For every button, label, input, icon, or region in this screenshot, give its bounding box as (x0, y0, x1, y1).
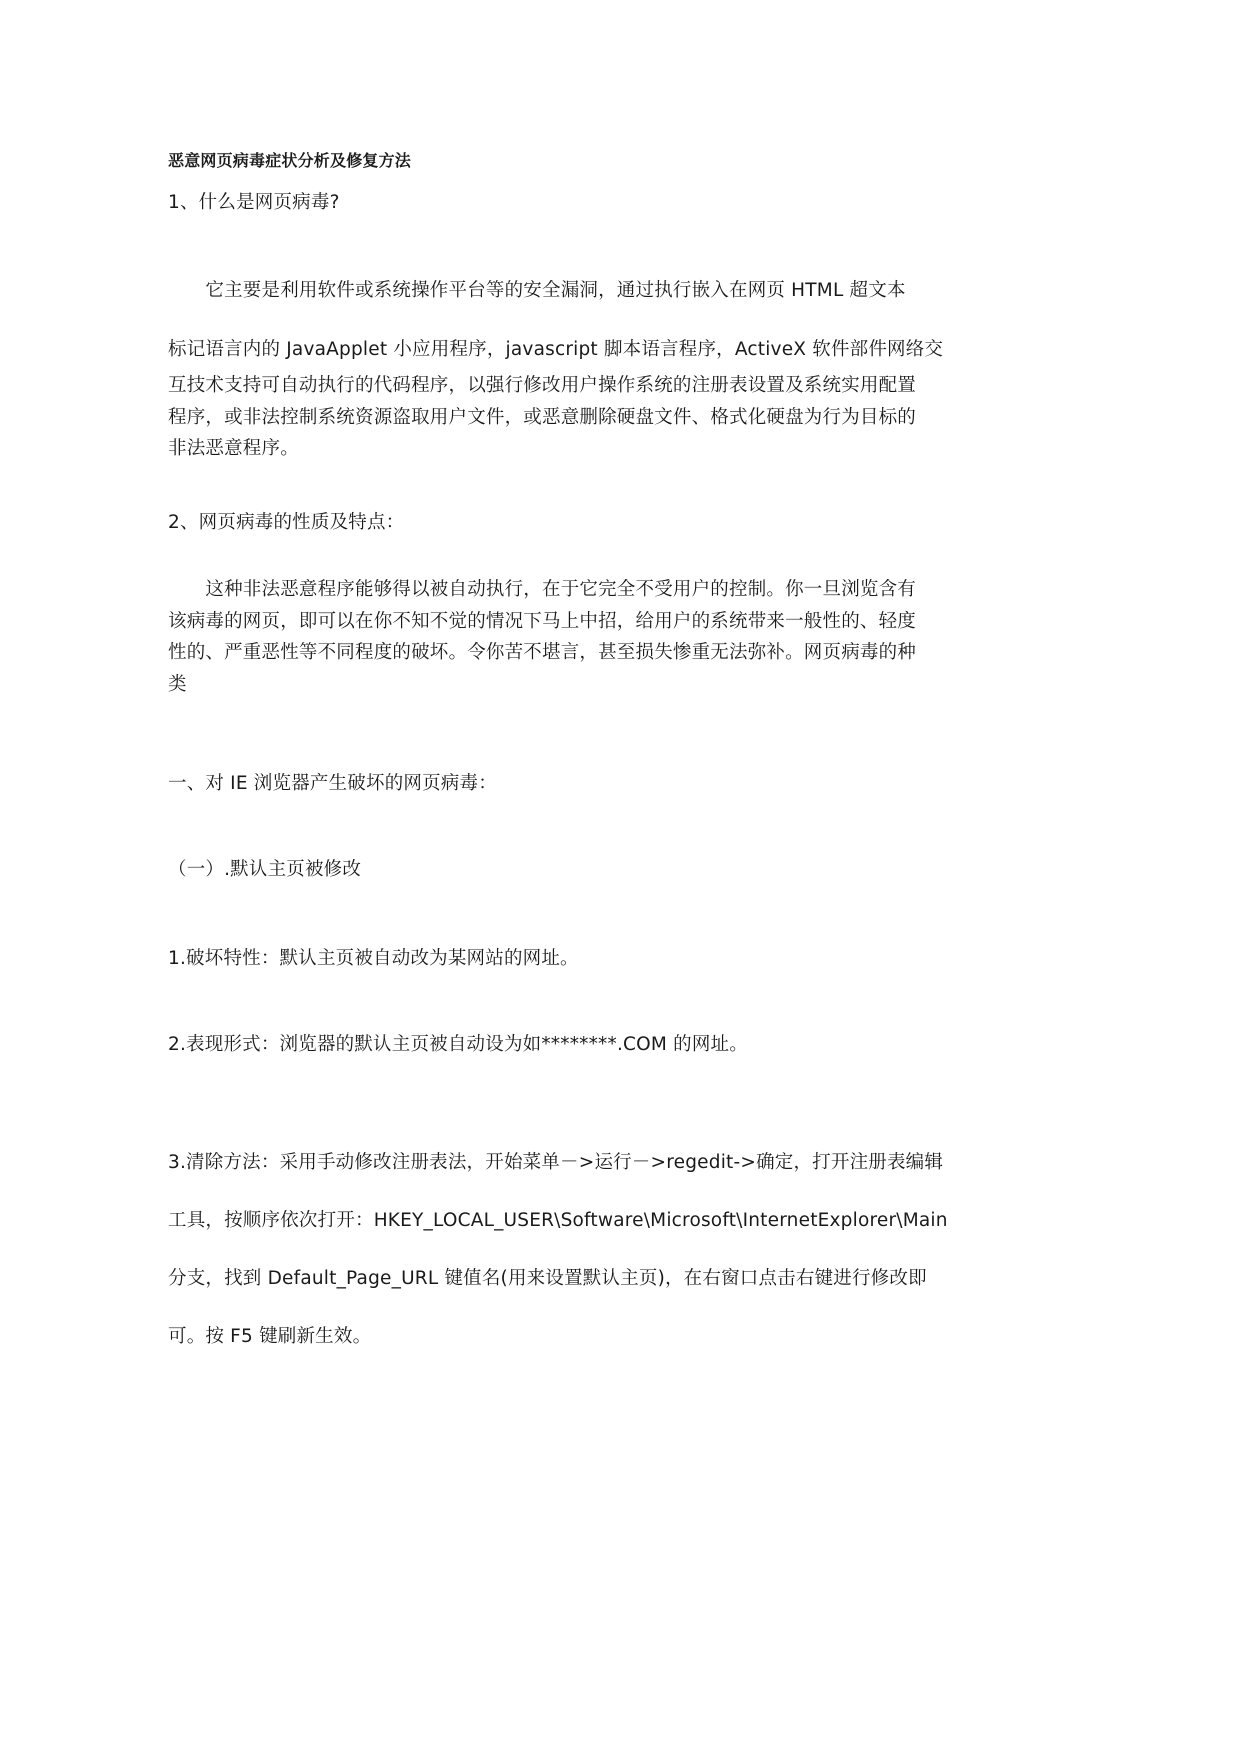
item-2: 2.表现形式：浏览器的默认主页被自动设为如********.COM 的网址。 (168, 1034, 748, 1055)
section-1-heading: 一、对 IE 浏览器产生破坏的网页病毒： (168, 773, 497, 794)
document-title: 恶意网页病毒症状分析及修复方法 (168, 151, 412, 170)
paragraph-2-line-2: 该病毒的网页，即可以在你不知不觉的情况下马上中招，给用户的系统带来一般性的、轻度 (168, 610, 917, 632)
question-2-heading: 2、网页病毒的性质及特点： (168, 512, 405, 533)
paragraph-1-line-1: 它主要是利用软件或系统操作平台等的安全漏洞，通过执行嵌入在网页 HTML 超文本 (168, 280, 906, 301)
paragraph-2-body (168, 574, 943, 700)
item-3-line-3: 分支，找到 Default_Page_URL 键值名(用来设置默认主页)，在右窗口点击右键进行修改即 (168, 1268, 927, 1289)
item-3-line-4: 可。按 F5 键刷新生效。 (168, 1326, 372, 1347)
paragraph-1-line-5: 非法恶意程序。 (168, 438, 299, 459)
paragraph-2-line-3: 性的、严重恶性等不同程度的破坏。令你苦不堪言，甚至损失惨重无法弥补。网页病毒的种 (168, 642, 917, 663)
item-3-line-1: 3.清除方法：采用手动修改注册表法，开始菜单－>运行－>regedit->确定，打开注册表编辑 (168, 1152, 944, 1173)
paragraph-1-body (168, 370, 943, 465)
subsection-1-heading: （一）.默认主页被修改 (168, 859, 362, 880)
paragraph-1-line-4: 程序，或非法控制系统资源盗取用户文件，或恶意删除硬盘文件、格式化硬盘为行为目标的 (168, 406, 917, 428)
item-1: 1.破坏特性：默认主页被自动改为某网站的网址。 (168, 948, 579, 969)
item-3-line-2: 工具，按顺序依次打开：HKEY_LOCAL_USER\Software\Microsoft\InternetExplorer\Main (168, 1210, 948, 1231)
paragraph-1-line-3: 互技术支持可自动执行的代码程序，以强行修改用户操作系统的注册表设置及系统实用配置 (168, 375, 917, 396)
paragraph-2-line-4: 类 (168, 673, 187, 695)
question-1-heading: 1、什么是网页病毒? (168, 192, 340, 213)
paragraph-2-line-1: 这种非法恶意程序能够得以被自动执行，在于它完全不受用户的控制。你一旦浏览含有 (168, 579, 917, 600)
paragraph-1-line-2: 标记语言内的 JavaApplet 小应用程序，javascript 脚本语言程序，ActiveX 软件部件网络交 (168, 339, 944, 360)
